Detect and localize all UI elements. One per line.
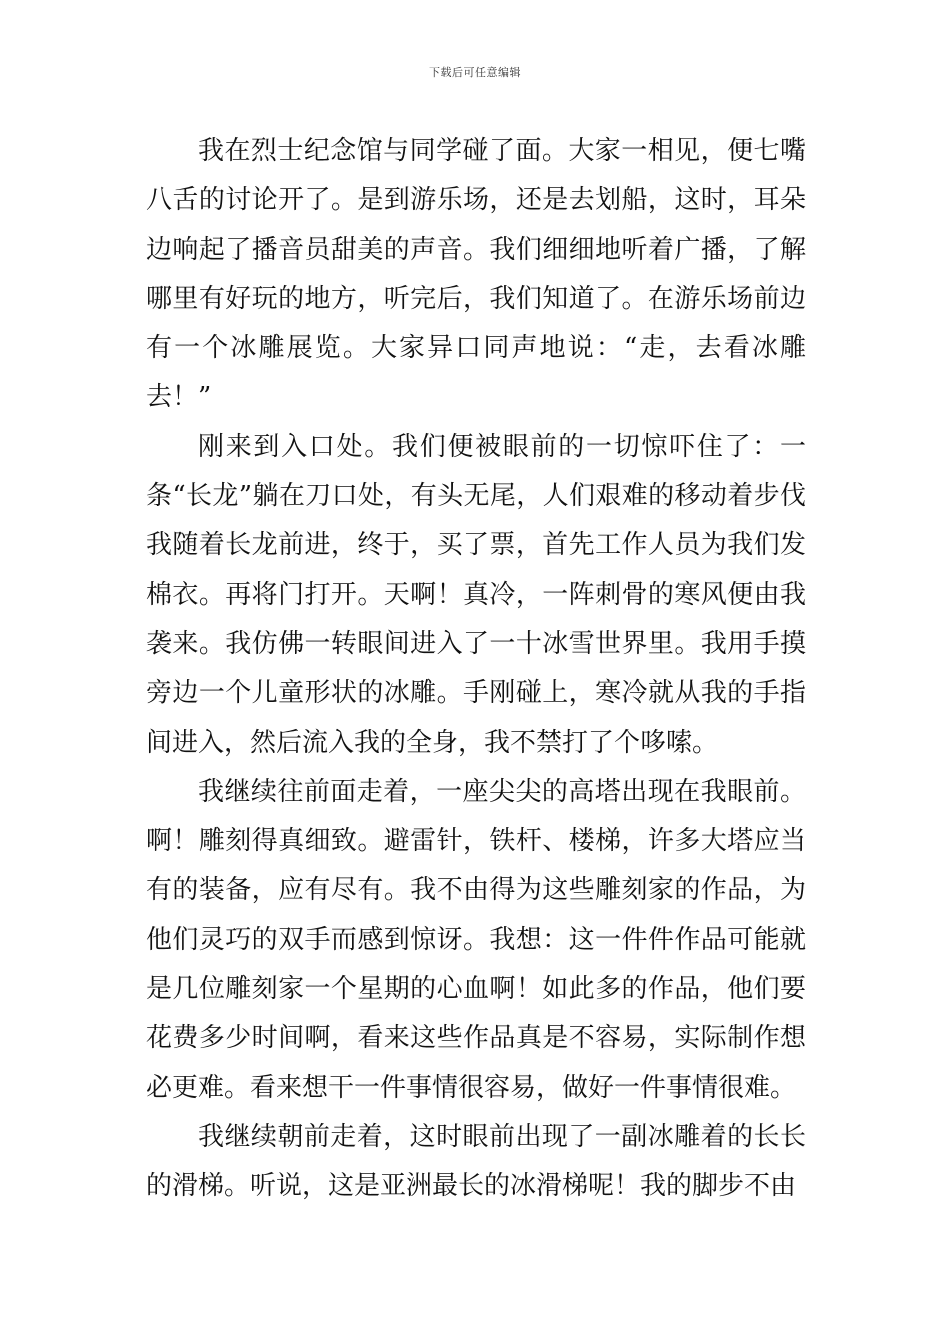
paragraph-4: 我继续朝前走着，这时眼前出现了一副冰雕着的长长的滑梯。听说，这是亚洲最长的冰滑梯呢！我的脚步不由 [146,1121,806,1202]
paragraph-1: 我在烈士纪念馆与同学碰了面。大家一相见，便七嘴八舌的讨论开了。是到游乐场，还是去划船，这时，耳朵边响起了播音员甜美的声音。我们细细地听着广播，了解哪里有好玩的地方，听完后，我们知道了。在游乐场前边有一个冰雕展览。大家异口同声地说：“走，去看冰雕去！” [146,136,806,413]
document-body [146,127,806,1212]
paragraph-3: 我继续往前面走着，一座尖尖的高塔出现在我眼前。啊！雕刻得真细致。避雷针，铁杆、楼梯，许多大塔应当有的装备，应有尽有。我不由得为这些雕刻家的作品，为他们灵巧的双手而感到惊讶。我想：这一件件作品可能就是几位雕刻家一个星期的心血啊！如此多的作品，他们要花费多少时间啊，看来这些作品真是不容易，实际制作想必更难。看来想干一件事情很容易，做好一件事情很难。 [146,776,806,1103]
paragraph-2: 刚来到入口处。我们便被眼前的一切惊吓住了：一条“长龙”躺在刀口处，有头无尾，人们艰难的移动着步伐我随着长龙前进，终于，买了票，首先工作人员为我们发棉衣。再将门打开。天啊！真冷，一阵刺骨的寒风便由我袭来。我仿佛一转眼间进入了一十冰雪世界里。我用手摸旁边一个儿童形状的冰雕。手刚碰上，寒冷就从我的手指间进入，然后流入我的全身，我不禁打了个哆嗦。 [146,431,806,758]
page-header: 下载后可任意编辑 [429,66,521,79]
